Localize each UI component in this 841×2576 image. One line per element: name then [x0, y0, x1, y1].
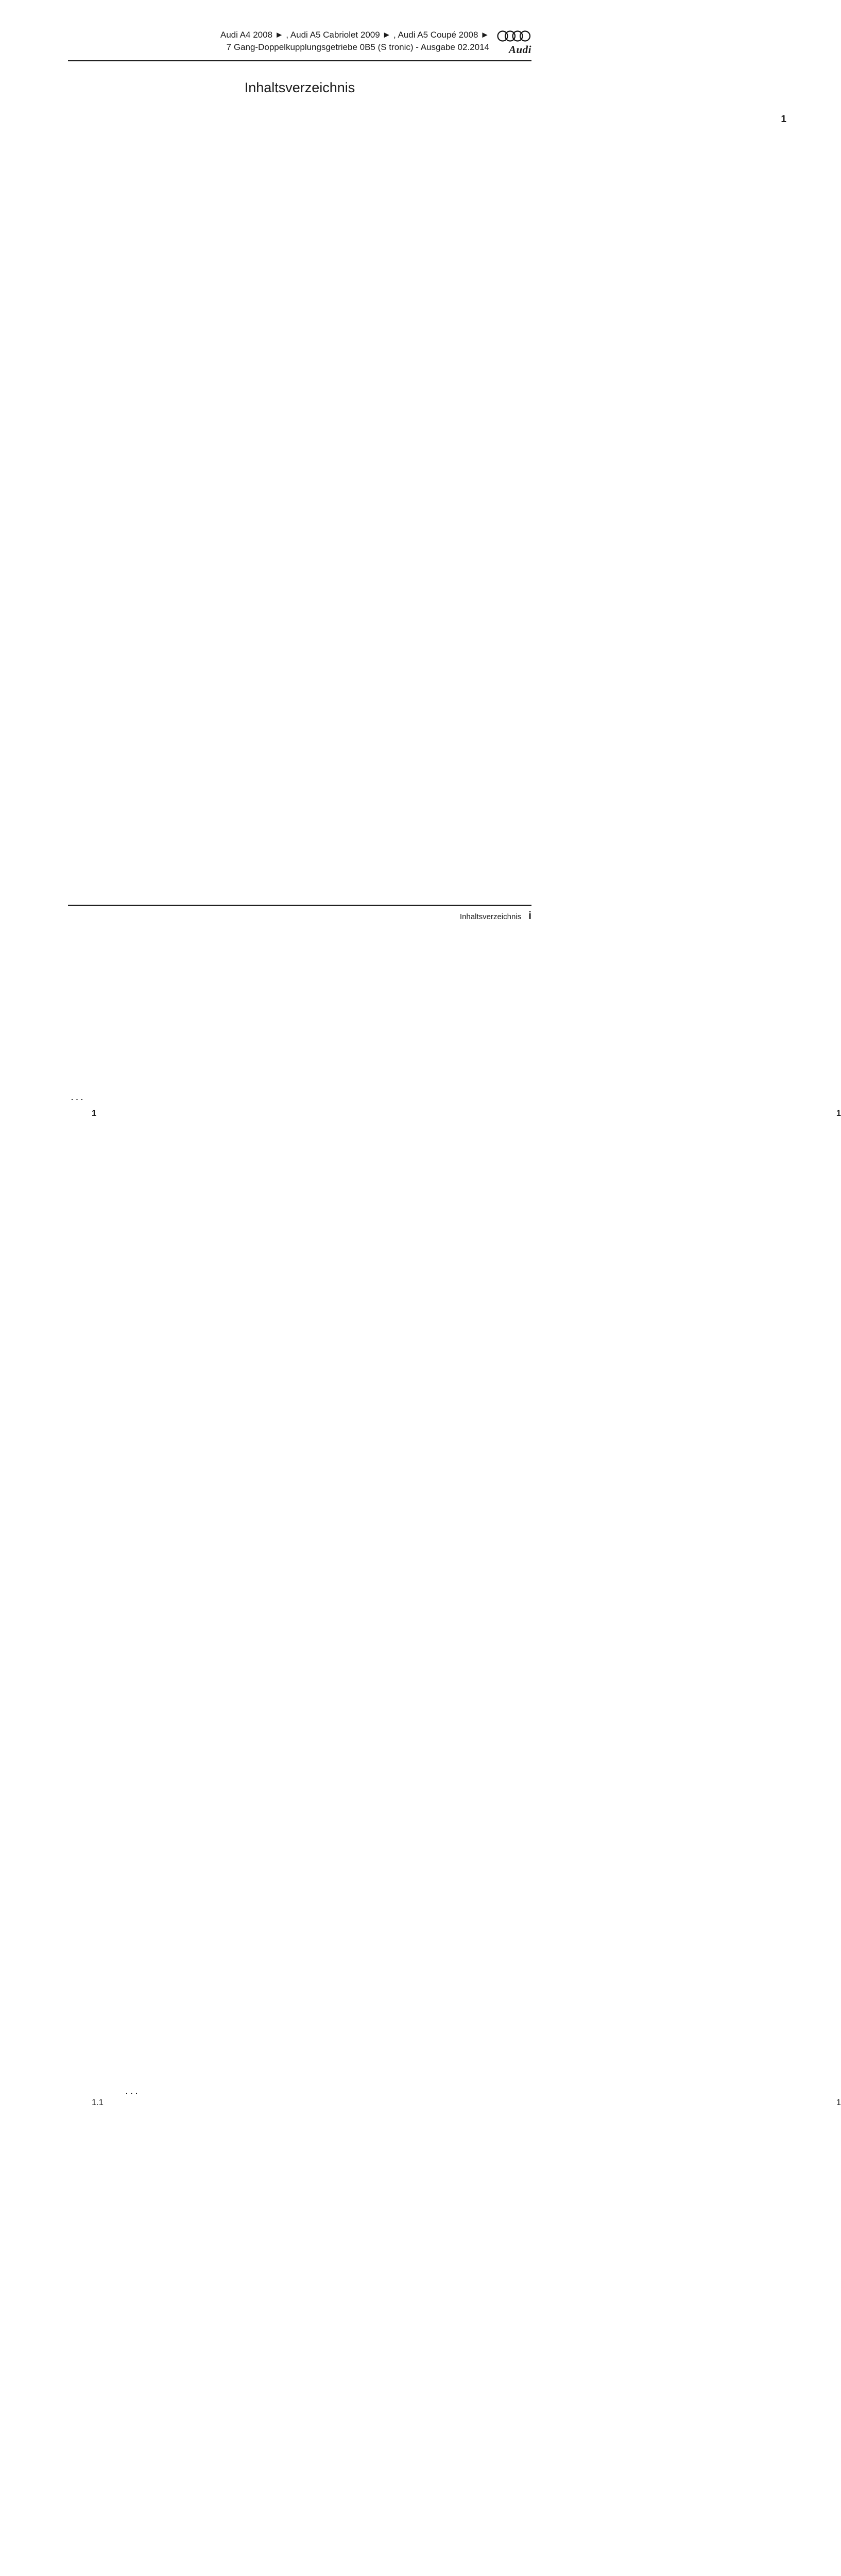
- toc-entry-page: 1: [88, 113, 786, 1103]
- page-footer: [68, 905, 531, 922]
- header-model-line: Audi A4 2008 ► , Audi A5 Cabriolet 2009 ► , Audi A5 Coupé 2008 ►: [220, 30, 489, 40]
- toc-entry-row: [68, 1107, 841, 2096]
- toc-entry-number: 1: [92, 1109, 97, 1118]
- page-content: [68, 0, 841, 2576]
- header-edition-line: 7 Gang-Doppelkupplungsgetriebe 0B5 (S tronic) - Ausgabe 02.2014: [226, 42, 489, 52]
- dot-leader: [126, 2089, 139, 2096]
- footer-label: Inhaltsverzeichnis: [459, 912, 522, 921]
- header-text: [220, 29, 496, 54]
- audi-logotype: Audi: [508, 43, 531, 56]
- toc-entry-page: 1: [142, 2096, 841, 2576]
- toc-entry-page: 1: [142, 1107, 841, 2096]
- footer-line: [68, 910, 531, 922]
- page-title: Inhaltsverzeichnis: [244, 80, 355, 95]
- page-header: [68, 0, 531, 56]
- toc-entry-number: 1.1: [92, 2098, 104, 2107]
- audi-rings-icon: [496, 30, 531, 42]
- footer-divider: [68, 905, 531, 906]
- footer-page-number: i: [528, 910, 531, 922]
- brand-column: [496, 29, 531, 56]
- toc: [68, 113, 841, 2576]
- header-divider: [68, 60, 531, 61]
- toc-chapter-row: [68, 113, 786, 1103]
- dot-leader: [72, 1095, 84, 1103]
- toc-entry-row: [68, 2096, 841, 2576]
